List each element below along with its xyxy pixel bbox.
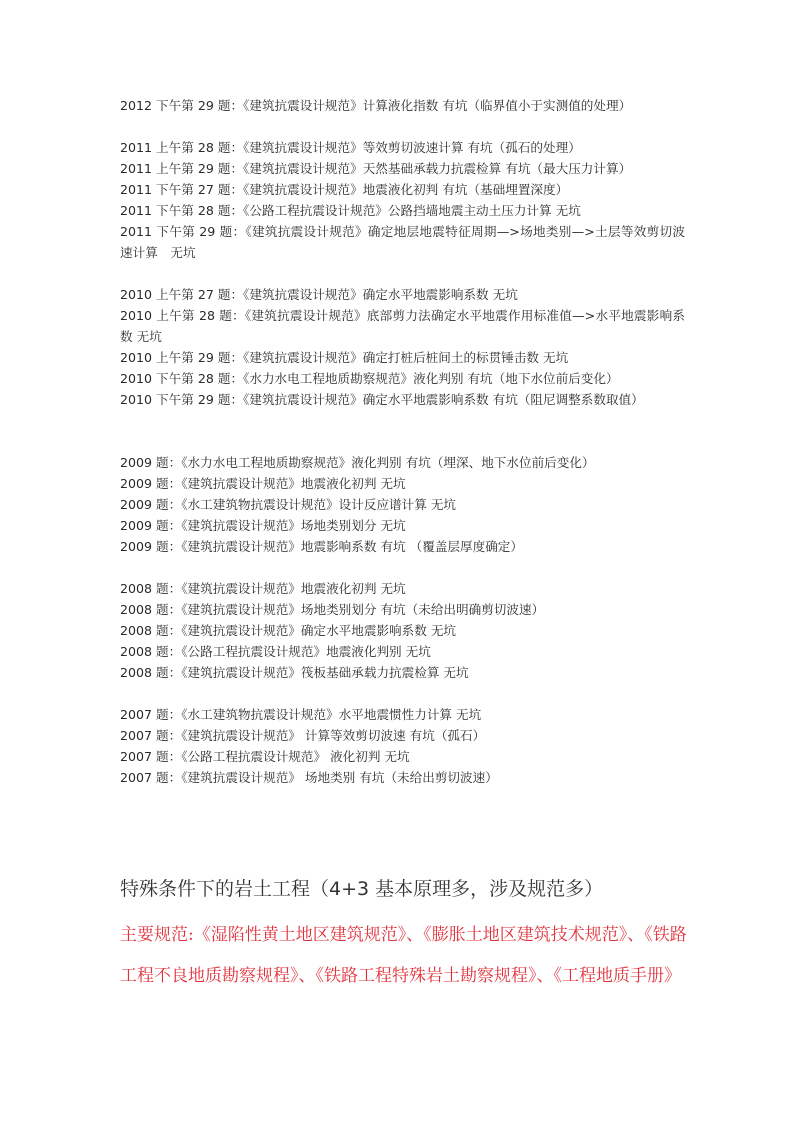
exam-item: 2008 题：《建筑抗震设计规范》筏板基础承载力抗震检算 无坑 [120,665,469,680]
exam-item: 2007 题：《建筑抗震设计规范》 计算等效剪切波速 有坑（孤石） [120,728,486,743]
main-specifications: 主要规范:《湿陷性黄土地区建筑规范》、《膨胀土地区建筑技术规范》、《铁路工程不良地质勘察规程》、《铁路工程特殊岩土勘察规程》、《工程地质手册》 [120,925,687,986]
exam-item: 2010 上午第 27 题：《建筑抗震设计规范》确定水平地震影响系数 无坑 [120,287,518,302]
exam-item: 2010 上午第 29 题：《建筑抗震设计规范》确定打桩后桩间土的标贯锤击数 无坑 [120,350,569,365]
exam-item: 2009 题：《水工建筑物抗震设计规范》设计反应谱计算 无坑 [120,497,457,512]
exam-item: 2011 上午第 29 题：《建筑抗震设计规范》天然基础承载力抗震检算 有坑（最大压力计算） [120,161,632,176]
exam-item: 2007 题：《建筑抗震设计规范》 场地类别 有坑（未给出剪切波速） [120,770,498,785]
exam-item: 2009 题：《建筑抗震设计规范》场地类别划分 无坑 [120,518,406,533]
exam-item: 2009 题：《建筑抗震设计规范》地震液化初判 无坑 [120,476,406,491]
exam-item: 2011 下午第 29 题：《建筑抗震设计规范》确定地层地震特征周期—>场地类别—>土层等效剪切波速计算 无坑 [120,224,685,260]
exam-item: 2011 上午第 28 题：《建筑抗震设计规范》等效剪切波速计算 有坑（孤石的处理） [120,140,581,155]
section-heading: 特殊条件下的岩土工程（4+3 基本原理多，涉及规范多） [120,878,604,900]
exam-item: 2008 题：《公路工程抗震设计规范》地震液化判别 无坑 [120,644,431,659]
exam-item: 2008 题：《建筑抗震设计规范》确定水平地震影响系数 无坑 [120,623,457,638]
exam-item: 2009 题：《建筑抗震设计规范》地震影响系数 有坑 （覆盖层厚度确定） [120,539,523,554]
exam-item: 2007 题：《公路工程抗震设计规范》 液化初判 无坑 [120,749,410,764]
exam-item: 2008 题：《建筑抗震设计规范》地震液化初判 无坑 [120,581,406,596]
exam-item: 2011 下午第 27 题：《建筑抗震设计规范》地震液化初判 有坑（基础埋置深度） [120,182,569,197]
exam-item: 2007 题：《水工建筑物抗震设计规范》水平地震惯性力计算 无坑 [120,707,482,722]
exam-item: 2008 题：《建筑抗震设计规范》场地类别划分 有坑（未给出明确剪切波速） [120,602,545,617]
exam-item: 2009 题：《水力水电工程地质勘察规范》液化判别 有坑（埋深、地下水位前后变化） [120,455,595,470]
exam-item: 2012 下午第 29 题：《建筑抗震设计规范》计算液化指数 有坑（临界值小于实测值的处理） [120,98,632,113]
exam-item: 2010 下午第 29 题：《建筑抗震设计规范》确定水平地震影响系数 有坑（阻尼调整系数取值） [120,392,644,407]
exam-item: 2010 上午第 28 题：《建筑抗震设计规范》底部剪力法确定水平地震作用标准值—>水平地震影响系数 无坑 [120,308,685,344]
exam-item: 2011 下午第 28 题：《公路工程抗震设计规范》公路挡墙地震主动土压力计算 无坑 [120,203,581,218]
exam-item: 2010 下午第 28 题：《水力水电工程地质勘察规范》液化判别 有坑（地下水位前后变化） [120,371,619,386]
